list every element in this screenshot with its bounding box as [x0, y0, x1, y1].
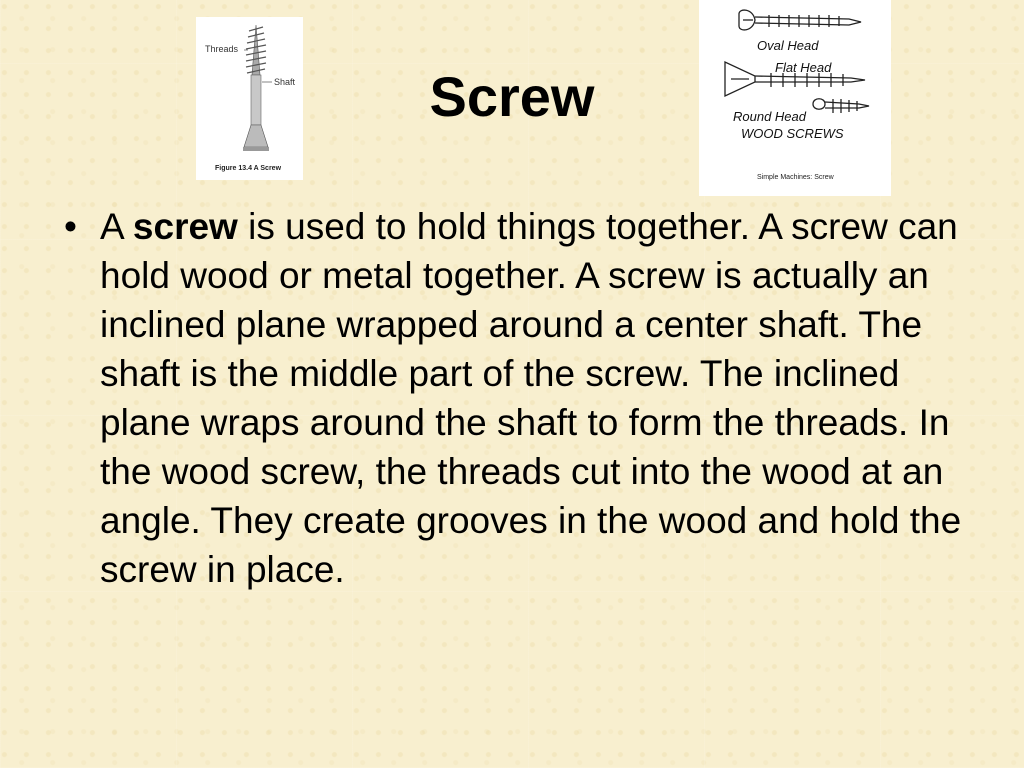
wood-screws-label: WOOD SCREWS [741, 126, 844, 141]
bullet-item [64, 202, 964, 594]
figure-caption: Figure 13.4 A Screw [215, 165, 282, 172]
threads-label: Threads [205, 44, 239, 54]
bullet-paragraph [100, 202, 964, 594]
oval-head-label: Oval Head [757, 38, 819, 53]
bullet-emphasis: screw [132, 206, 238, 247]
slide-title: Screw [429, 65, 595, 128]
bullet-text: is used to hold things together. A screw can hold wood or metal together. A screw is actually an inclined plane wrapped around a center shaft. The shaft is the middle part of the screw. The inclined plane wraps around the shaft to form the threads. In the wood screw, the threads cut into the wood at an angle. They create grooves in the wood and hold the screw in place. [100, 206, 962, 590]
screw-diagram-illustration [196, 17, 303, 180]
flat-head-label: Flat Head [775, 60, 832, 75]
figure-caption: Simple Machines: Screw [757, 174, 834, 181]
bullet-marker: • [64, 206, 77, 247]
screw-diagram-figure [196, 17, 303, 180]
shaft-label: Shaft [274, 77, 296, 87]
wood-screws-illustration [699, 0, 891, 196]
bullet-lead: A [100, 206, 133, 247]
slide-body [64, 202, 964, 594]
round-head-label: Round Head [733, 109, 806, 124]
wood-screws-figure [699, 0, 891, 196]
